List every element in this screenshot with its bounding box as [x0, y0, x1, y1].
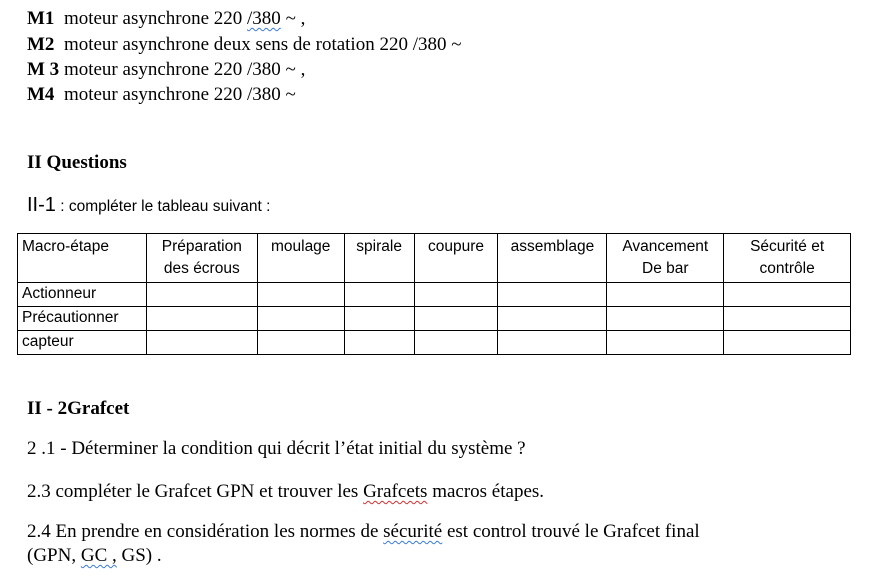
table-row [18, 283, 851, 307]
motor-rest: ~ , [280, 8, 306, 29]
table-cell[interactable] [414, 307, 498, 331]
table-cell[interactable] [724, 283, 851, 307]
row-label: Précautionner [18, 307, 147, 331]
motor-line-m3 [27, 59, 305, 81]
table-row [18, 331, 851, 355]
motor-desc: moteur asynchrone 220 [63, 8, 248, 29]
table-header-cell: moulage [257, 234, 344, 283]
table-header-cell: assemblage [498, 234, 607, 283]
table-cell[interactable] [498, 307, 607, 331]
section-grafcet-title [27, 398, 129, 420]
table-cell[interactable] [607, 307, 724, 331]
row-label: capteur [18, 331, 147, 355]
question-text-flagged: GC , [80, 545, 117, 566]
motor-id: M2 [27, 34, 55, 55]
question-2-4-line1 [27, 521, 700, 543]
table-cell[interactable] [724, 331, 851, 355]
table-header-cell: Préparation des écrous [146, 234, 257, 283]
table-header-cell: Sécurité et contrôle [724, 234, 851, 283]
table-cell[interactable] [257, 331, 344, 355]
table-cell[interactable] [344, 331, 414, 355]
table-row [18, 307, 851, 331]
table-header-row [18, 234, 851, 283]
question-2-4-line2 [27, 545, 162, 567]
question-2-3 [27, 481, 544, 503]
table-cell[interactable] [498, 283, 607, 307]
motor-id: M 3 [27, 59, 60, 80]
question-text: macros étapes. [427, 481, 545, 502]
table-cell[interactable] [414, 331, 498, 355]
table-header-cell: Macro-étape [18, 234, 147, 283]
table-cell[interactable] [724, 307, 851, 331]
section-title-text: II - 2Grafcet [27, 398, 130, 419]
question-text: : compléter le tableau suivant : [55, 198, 271, 215]
question-2-1 [27, 438, 526, 460]
question-number: II-1 [27, 194, 56, 216]
table-cell[interactable] [257, 283, 344, 307]
table-cell[interactable] [344, 307, 414, 331]
section-questions-title [27, 152, 127, 174]
question-text: Déterminer la condition qui décrit l’état initial du système ? [71, 438, 526, 459]
question-text: est control trouvé le Grafcet final [442, 521, 700, 542]
question-text: (GPN, [27, 545, 81, 566]
question-text: GS) . [116, 545, 162, 566]
question-prefix: 2 .1 - [27, 438, 72, 459]
motor-desc: moteur asynchrone 220 /380 ~ [63, 84, 296, 105]
section-title-text: II Questions [27, 152, 127, 173]
question-text-flagged: Grafcets [363, 481, 428, 502]
row-label: Actionneur [18, 283, 147, 307]
motor-desc: moteur asynchrone 220 /380 ~ , [63, 59, 306, 80]
motor-line-m2 [27, 34, 462, 56]
question-text: 2.4 En prendre en considération les normes de [27, 521, 384, 542]
table-cell[interactable] [607, 331, 724, 355]
table-header-cell: coupure [414, 234, 498, 283]
macro-step-table [17, 233, 851, 355]
table-cell[interactable] [607, 283, 724, 307]
motor-id: M1 [27, 8, 55, 29]
table-cell[interactable] [146, 283, 257, 307]
question-text-flagged: sécurité [383, 521, 443, 542]
motor-line-m4 [27, 84, 296, 106]
motor-desc: moteur asynchrone deux sens de rotation 220 /380 ~ [63, 34, 462, 55]
table-cell[interactable] [146, 331, 257, 355]
motor-id: M4 [27, 84, 55, 105]
question-text: 2.3 compléter le Grafcet GPN et trouver les [27, 481, 364, 502]
table-cell[interactable] [257, 307, 344, 331]
table-cell[interactable] [344, 283, 414, 307]
motor-line-m1 [27, 8, 305, 30]
question-ii-1 [27, 194, 270, 218]
table-cell[interactable] [146, 307, 257, 331]
table-header-cell: Avancement De bar [607, 234, 724, 283]
table-cell[interactable] [498, 331, 607, 355]
table-cell[interactable] [414, 283, 498, 307]
table-header-cell: spirale [344, 234, 414, 283]
motor-voltage: /380 [247, 8, 281, 29]
